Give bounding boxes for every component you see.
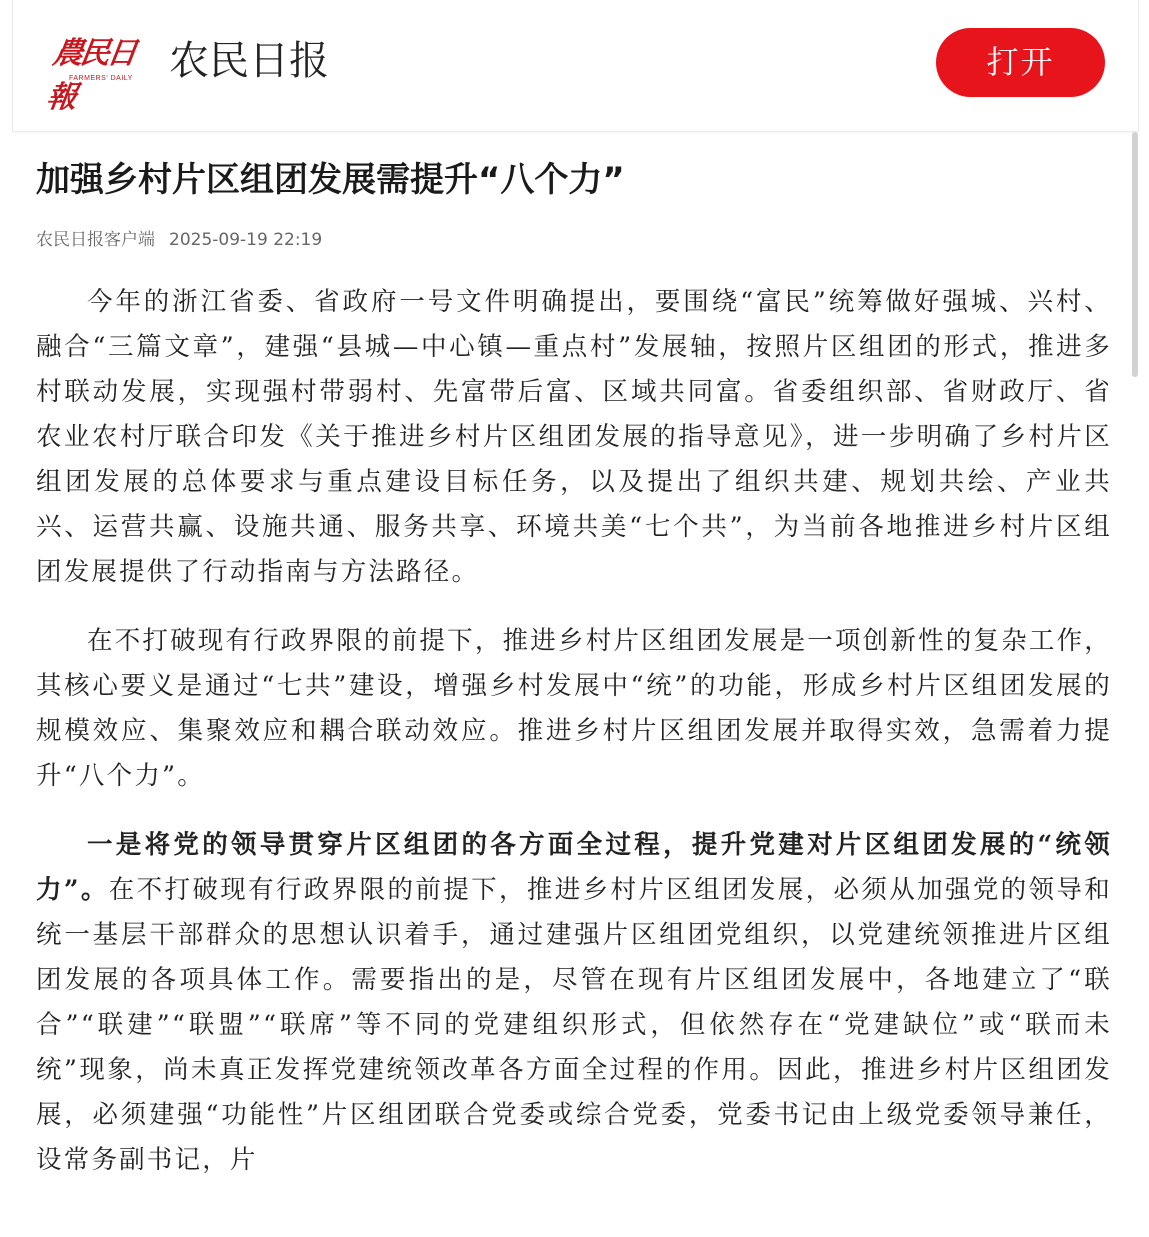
logo-calligraphy: 農民日報: [44, 36, 137, 115]
article-source[interactable]: 农民日报客户端: [36, 230, 155, 250]
paragraph-body: 在不打破现有行政界限的前提下，推进乡村片区组团发展，必须从加强党的领导和统一基层干部群众的思想认识着手，通过建强片区组团党组织，以党建统领推进片区组团发展的各项具体工作。需要指出的是，尽管在现有片区组团发展中，各地建立了“联合”“联建”“联盟”“联席”等不同的党建组织形式，但依然存在“党建缺位”或“联而未统”现象，尚未真正发挥党建统领改革各方面全过程的作用。因此，推进乡村片区组团发展，必须建强“功能性”片区组团联合党委或综合党委，党委书记由上级党委领导兼任，设常务副书记，片: [36, 875, 1113, 1175]
open-app-button[interactable]: 打开: [936, 28, 1105, 97]
article-paragraph: 今年的浙江省委、省政府一号文件明确提出，要围绕“富民”统筹做好强城、兴村、融合“三篇文章”，建强“县城—中心镇—重点村”发展轴，按照片区组团的形式，推进多村联动发展，实现强村带弱村、先富带后富、区域共同富。省委组织部、省财政厅、省农业农村厅联合印发《关于推进乡村片区组团发展的指导意见》，进一步明确了乡村片区组团发展的总体要求与重点建设目标任务，以及提出了组织共建、规划共绘、产业共兴、运营共赢、设施共通、服务共享、环境共美“七个共”，为当前各地推进乡村片区组团发展提供了行动指南与方法路径。: [36, 287, 1112, 587]
scrollbar[interactable]: [1132, 132, 1138, 377]
article-paragraph: 在不打破现有行政界限的前提下，推进乡村片区组团发展是一项创新性的复杂工作，其核心要义是通过“七共”建设，增强乡村发展中“统”的功能，形成乡村片区组团发展的规模效应、集聚效应和耦合联动效应。推进乡村片区组团发展并取得实效，急需着力提升“八个力”。: [36, 626, 1112, 791]
article-datetime: 2025-09-19 22:19: [169, 230, 323, 250]
app-header: [12, 0, 1139, 132]
app-name: 农民日报: [169, 38, 329, 84]
logo-subtitle: FARMERS' DAILY: [69, 75, 133, 82]
article: [36, 152, 1112, 1183]
newspaper-logo[interactable]: [44, 32, 147, 115]
paragraph-lead-bold: 一是将党的领导贯穿片区组团的各方面全过程，提升党建对片区组团发展的“统领力”。: [36, 830, 1112, 905]
article-paragraph: [36, 823, 1112, 1183]
article-meta: [36, 228, 1112, 252]
article-title: 加强乡村片区组团发展需提升“八个力”: [36, 160, 625, 200]
